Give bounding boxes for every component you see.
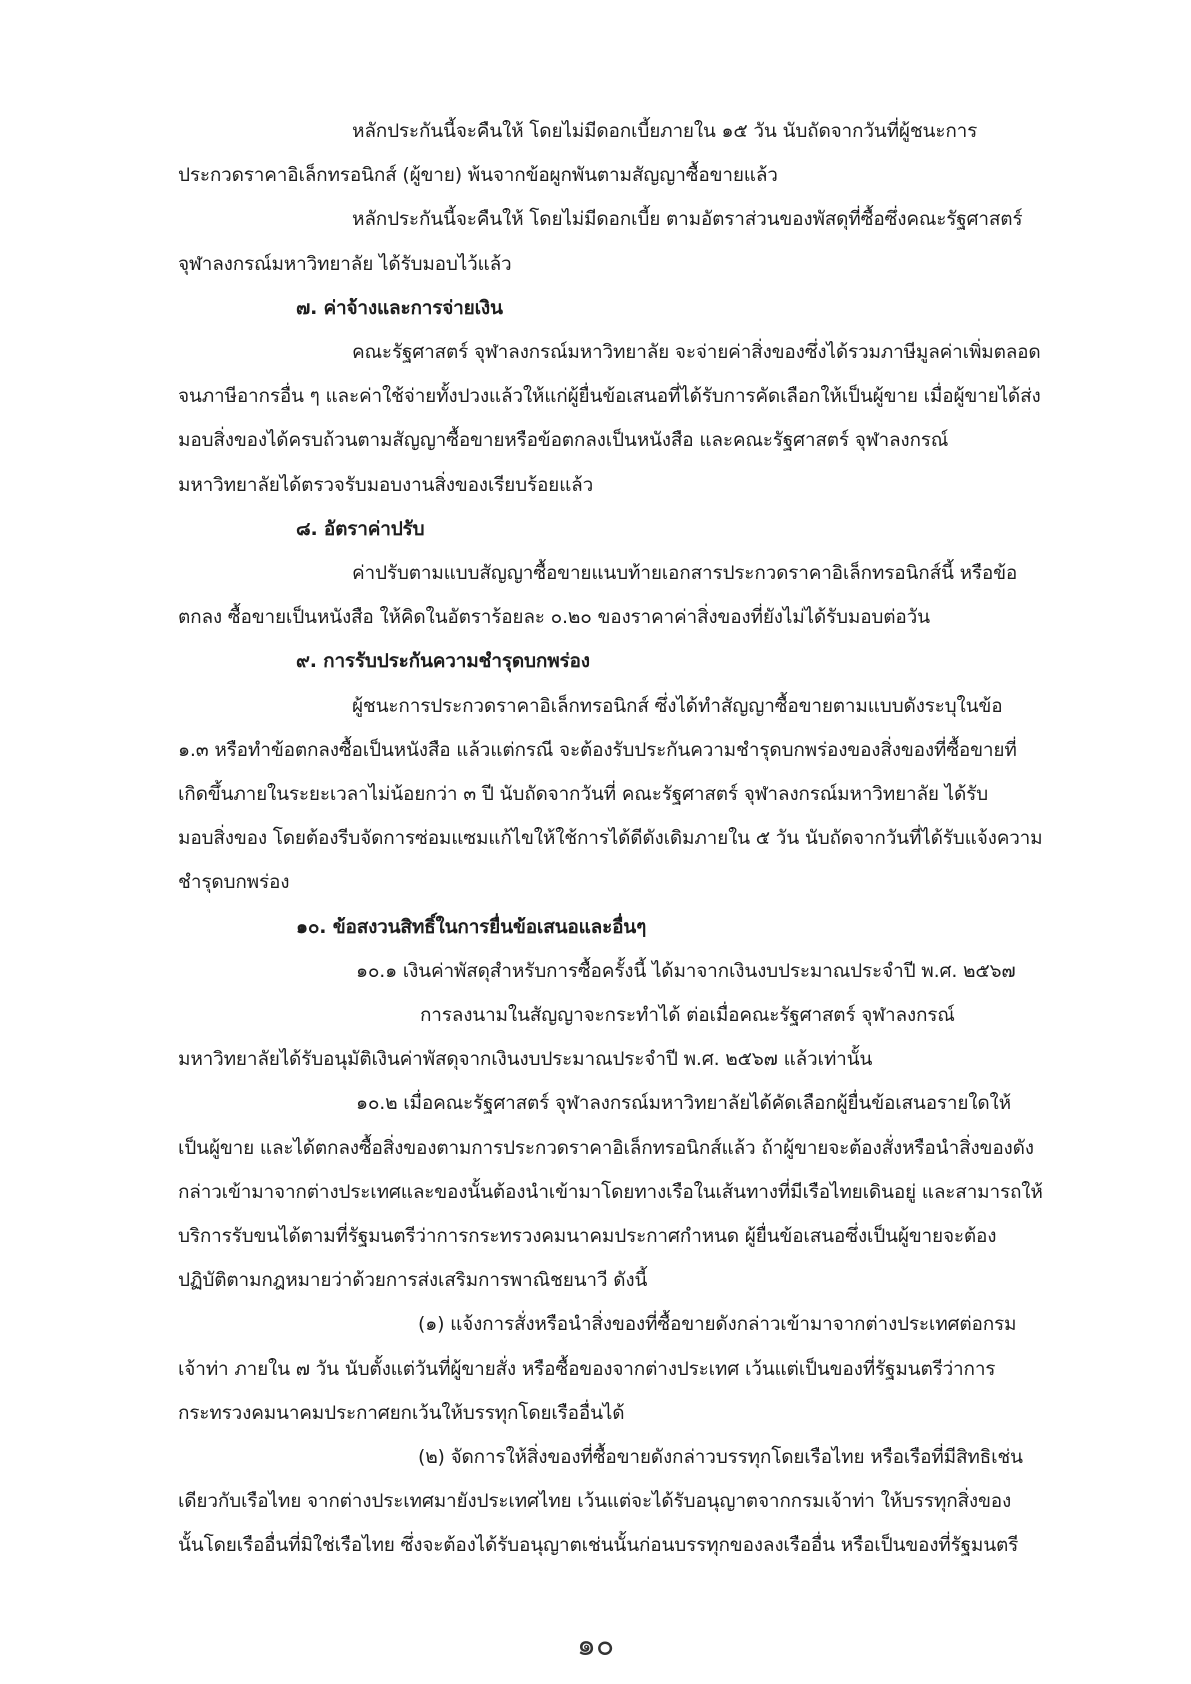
- text-line: ๑๐.๒ เมื่อคณะรัฐศาสตร์ จุฬาลงกรณ์มหาวิทยาลัยได้คัดเลือกผู้ยื่นข้อเสนอรายใดให้: [356, 1092, 1011, 1114]
- text-line: การลงนามในสัญญาจะกระทำได้ ต่อเมื่อคณะรัฐศาสตร์ จุฬาลงกรณ์: [420, 1004, 955, 1026]
- text-line: มอบสิ่งของ โดยต้องรีบจัดการซ่อมแซมแก้ไขให้ใช้การได้ดีดังเดิมภายใน ๕ วัน นับถัดจากวันที่ได้รับแจ้งความ: [178, 827, 1043, 849]
- text-line: ตกลง ซื้อขายเป็นหนังสือ ให้คิดในอัตราร้อยละ ๐.๒๐ ของราคาค่าสิ่งของที่ยังไม่ได้รับมอบต่อวัน: [178, 606, 930, 628]
- text-line: หลักประกันนี้จะคืนให้ โดยไม่มีดอกเบี้ย ตามอัตราส่วนของพัสดุที่ซื้อซึ่งคณะรัฐศาสตร์: [352, 208, 1023, 230]
- text-line: ชำรุดบกพร่อง: [178, 871, 290, 893]
- text-line: ปฏิบัติตามกฎหมายว่าด้วยการส่งเสริมการพาณิชยนาวี ดังนี้: [178, 1269, 648, 1291]
- section-heading-9: ๙. การรับประกันความชำรุดบกพร่อง: [296, 650, 590, 672]
- section-heading-7: ๗. ค่าจ้างและการจ่ายเงิน: [296, 297, 503, 319]
- text-line: ประกวดราคาอิเล็กทรอนิกส์ (ผู้ขาย) พ้นจากข้อผูกพันตามสัญญาซื้อขายแล้ว: [178, 164, 778, 186]
- text-line: มหาวิทยาลัยได้ตรวจรับมอบงานสิ่งของเรียบร้อยแล้ว: [178, 474, 594, 496]
- text-line: ค่าปรับตามแบบสัญญาซื้อขายแนบท้ายเอกสารประกวดราคาอิเล็กทรอนิกส์นี้ หรือข้อ: [352, 562, 1018, 584]
- text-line: เจ้าท่า ภายใน ๗ วัน นับตั้งแต่วันที่ผู้ขายสั่ง หรือซื้อของจากต่างประเทศ เว้นแต่เป็นของที่รัฐมนตรีว่าการ: [178, 1358, 996, 1380]
- section-heading-10: ๑๐. ข้อสงวนสิทธิ์ในการยื่นข้อเสนอและอื่นๆ: [296, 916, 647, 938]
- text-line: มอบสิ่งของได้ครบถ้วนตามสัญญาซื้อขายหรือข้อตกลงเป็นหนังสือ และคณะรัฐศาสตร์ จุฬาลงกรณ์: [178, 429, 949, 451]
- section-heading-8: ๘. อัตราค่าปรับ: [296, 518, 425, 540]
- text-line: กล่าวเข้ามาจากต่างประเทศและของนั้นต้องนำเข้ามาโดยทางเรือในเส้นทางที่มีเรือไทยเดินอยู่ และสามารถให้: [178, 1181, 1043, 1203]
- text-line: เดียวกับเรือไทย จากต่างประเทศมายังประเทศไทย เว้นแต่จะได้รับอนุญาตจากกรมเจ้าท่า ให้บรรทุกสิ่งของ: [178, 1490, 1012, 1512]
- text-line: ๑.๓ หรือทำข้อตกลงซื้อเป็นหนังสือ แล้วแต่กรณี จะต้องรับประกันความชำรุดบกพร่องของสิ่งของที่ซื้อขายที่: [178, 739, 1017, 761]
- text-line: นั้นโดยเรืออื่นที่มิใช่เรือไทย ซึ่งจะต้องได้รับอนุญาตเช่นนั้นก่อนบรรทุกของลงเรืออื่น หรือเป็นของที่รัฐมนตรี: [178, 1534, 1019, 1556]
- text-line: จุฬาลงกรณ์มหาวิทยาลัย ได้รับมอบไว้แล้ว: [178, 253, 512, 275]
- text-line: จนภาษีอากรอื่น ๆ และค่าใช้จ่ายทั้งปวงแล้วให้แก่ผู้ยื่นข้อเสนอที่ได้รับการคัดเลือกให้เป็นผู้ขาย เมื่อผู้ขายได้ส่ง: [178, 385, 1041, 407]
- page-number: ๑๐: [576, 1628, 615, 1663]
- text-line: มหาวิทยาลัยได้รับอนุมัติเงินค่าพัสดุจากเงินงบประมาณประจำปี พ.ศ. ๒๕๖๗ แล้วเท่านั้น: [178, 1048, 873, 1070]
- text-line: (๑) แจ้งการสั่งหรือนำสิ่งของที่ซื้อขายดังกล่าวเข้ามาจากต่างประเทศต่อกรม: [418, 1313, 1017, 1335]
- text-line: ผู้ชนะการประกวดราคาอิเล็กทรอนิกส์ ซึ่งได้ทำสัญญาซื้อขายตามแบบดังระบุในข้อ: [352, 695, 1003, 717]
- text-line: (๒) จัดการให้สิ่งของที่ซื้อขายดังกล่าวบรรทุกโดยเรือไทย หรือเรือที่มีสิทธิเช่น: [418, 1446, 1023, 1468]
- text-line: ๑๐.๑ เงินค่าพัสดุสำหรับการซื้อครั้งนี้ ได้มาจากเงินงบประมาณประจำปี พ.ศ. ๒๕๖๗: [356, 960, 1016, 982]
- text-line: กระทรวงคมนาคมประกาศยกเว้นให้บรรทุกโดยเรืออื่นได้: [178, 1402, 625, 1424]
- text-line: หลักประกันนี้จะคืนให้ โดยไม่มีดอกเบี้ยภายใน ๑๕ วัน นับถัดจากวันที่ผู้ชนะการ: [352, 120, 978, 142]
- text-line: เป็นผู้ขาย และได้ตกลงซื้อสิ่งของตามการประกวดราคาอิเล็กทรอนิกส์แล้ว ถ้าผู้ขายจะต้องสั่งหรือนำสิ่งของดัง: [178, 1137, 1034, 1159]
- text-line: คณะรัฐศาสตร์ จุฬาลงกรณ์มหาวิทยาลัย จะจ่ายค่าสิ่งของซึ่งได้รวมภาษีมูลค่าเพิ่มตลอด: [352, 341, 1041, 363]
- text-line: เกิดขึ้นภายในระยะเวลาไม่น้อยกว่า ๓ ปี นับถัดจากวันที่ คณะรัฐศาสตร์ จุฬาลงกรณ์มหาวิทยาลัย ได้รับ: [178, 783, 989, 805]
- text-line: บริการรับขนได้ตามที่รัฐมนตรีว่าการกระทรวงคมนาคมประกาศกำหนด ผู้ยื่นข้อเสนอซึ่งเป็นผู้ขายจะต้อง: [178, 1225, 997, 1247]
